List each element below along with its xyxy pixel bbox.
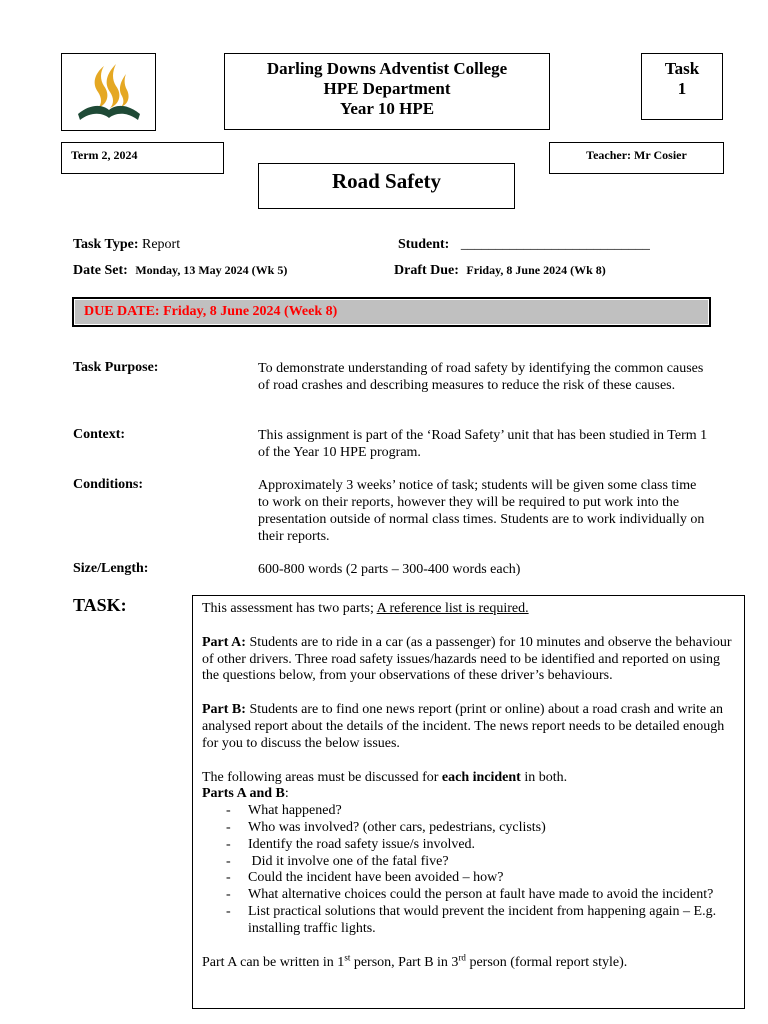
size-text: 600-800 words (2 parts – 300-400 words each) bbox=[258, 562, 521, 577]
footer-text-2: person, Part B in 3 bbox=[350, 954, 459, 970]
purpose-label: Task Purpose: bbox=[73, 360, 159, 375]
areas-intro bbox=[202, 770, 735, 787]
part-b-label: Part B: bbox=[202, 702, 246, 718]
areas-text-2: in both. bbox=[520, 769, 568, 785]
school-header bbox=[224, 53, 550, 130]
areas-text-1: The following areas must be discussed for bbox=[202, 769, 442, 785]
part-b bbox=[202, 702, 735, 752]
school-name: Darling Downs Adventist College bbox=[266, 59, 508, 78]
part-a bbox=[202, 635, 735, 685]
list-item: - What happened? bbox=[226, 803, 735, 820]
question-list bbox=[202, 803, 735, 937]
part-a-label: Part A: bbox=[202, 634, 246, 650]
list-item: - Who was involved? (other cars, pedestrians, cyclists) bbox=[226, 820, 735, 837]
task-heading: TASK: bbox=[73, 595, 127, 615]
draft-due-label: Draft Due: bbox=[394, 263, 459, 278]
task-footer bbox=[202, 951, 735, 972]
footer-text-1: Part A can be written in 1 bbox=[202, 954, 345, 970]
areas-bold: each incident bbox=[441, 769, 521, 785]
draft-due-row bbox=[394, 263, 606, 279]
task-intro-text: This assessment has two parts; bbox=[202, 601, 377, 616]
year-level: Year 10 HPE bbox=[339, 99, 435, 118]
parts-ab-colon: : bbox=[284, 786, 289, 802]
term-box: Term 2, 2024 bbox=[61, 142, 224, 174]
list-item: - What alternative choices could the person at fault have made to avoid the incident? bbox=[226, 887, 735, 904]
conditions-label: Conditions: bbox=[73, 477, 144, 492]
purpose-text: To demonstrate understanding of road safety by identifying the common causes of road crashes and describing measures to reduce the risk of these causes. bbox=[258, 361, 704, 393]
part-b-text: Students are to find one news report (print or online) about a road crash and write an analysed report about the details of the incident. The news report needs to be detailed enough for you to discuss the below issues. bbox=[202, 702, 725, 751]
task-type-label: Task Type: bbox=[73, 237, 139, 252]
student-row bbox=[398, 237, 650, 253]
adventist-flame-icon bbox=[72, 60, 146, 124]
department-name: HPE Department bbox=[323, 79, 451, 98]
part-a-text: Students are to ride in a car (as a passenger) for 10 minutes and observe the behaviour of other drivers. Three road safety issues/hazards need to be identified and reported on using the questions below, from your observations of these driver’s behaviours. bbox=[202, 634, 732, 684]
parts-ab bbox=[202, 786, 735, 803]
list-item: - List practical solutions that would prevent the incident from happening again – E.g. installing traffic lights. bbox=[226, 904, 735, 938]
conditions-text: Approximately 3 weeks’ notice of task; students will be given some class time to work on their reports, however they will be required to put work into the presentation outside of normal class times. Students are to work individually on their reports. bbox=[258, 478, 705, 544]
reference-requirement: A reference list is required. bbox=[376, 601, 529, 616]
task-number: 1 bbox=[677, 79, 687, 98]
school-logo bbox=[61, 53, 156, 131]
task-number-box bbox=[641, 53, 723, 120]
date-set-value: Monday, 13 May 2024 (Wk 5) bbox=[135, 263, 288, 277]
context-label: Context: bbox=[73, 427, 126, 442]
task-description-box bbox=[192, 595, 745, 1009]
page-title: Road Safety bbox=[258, 163, 515, 209]
student-name-blank[interactable]: ___________________________ bbox=[460, 237, 650, 252]
list-item: - Identify the road safety issue/s involved. bbox=[226, 837, 735, 854]
task-type-value: Report bbox=[142, 237, 181, 252]
task-type-row bbox=[73, 237, 180, 253]
footer-sup-1: st bbox=[344, 951, 351, 962]
size-label: Size/Length: bbox=[73, 561, 149, 576]
draft-due-value: Friday, 8 June 2024 (Wk 8) bbox=[466, 263, 606, 277]
student-label: Student: bbox=[398, 237, 450, 252]
list-item: - Could the incident have been avoided – how? bbox=[226, 870, 735, 887]
footer-sup-2: rd bbox=[458, 951, 466, 962]
context-text: This assignment is part of the ‘Road Safety’ unit that has been studied in Term 1 of the Year 10 HPE program. bbox=[258, 428, 708, 460]
list-item: - Did it involve one of the fatal five? bbox=[226, 854, 735, 871]
teacher-box: Teacher: Mr Cosier bbox=[549, 142, 724, 174]
date-set-row bbox=[73, 263, 287, 279]
due-date-banner: DUE DATE: Friday, 8 June 2024 (Week 8) bbox=[73, 298, 710, 326]
parts-ab-label: Parts A and B bbox=[202, 786, 285, 802]
date-set-label: Date Set: bbox=[73, 263, 128, 278]
footer-text-3: person (formal report style). bbox=[465, 954, 628, 970]
task-label: Task bbox=[664, 59, 700, 78]
task-intro bbox=[202, 601, 735, 618]
